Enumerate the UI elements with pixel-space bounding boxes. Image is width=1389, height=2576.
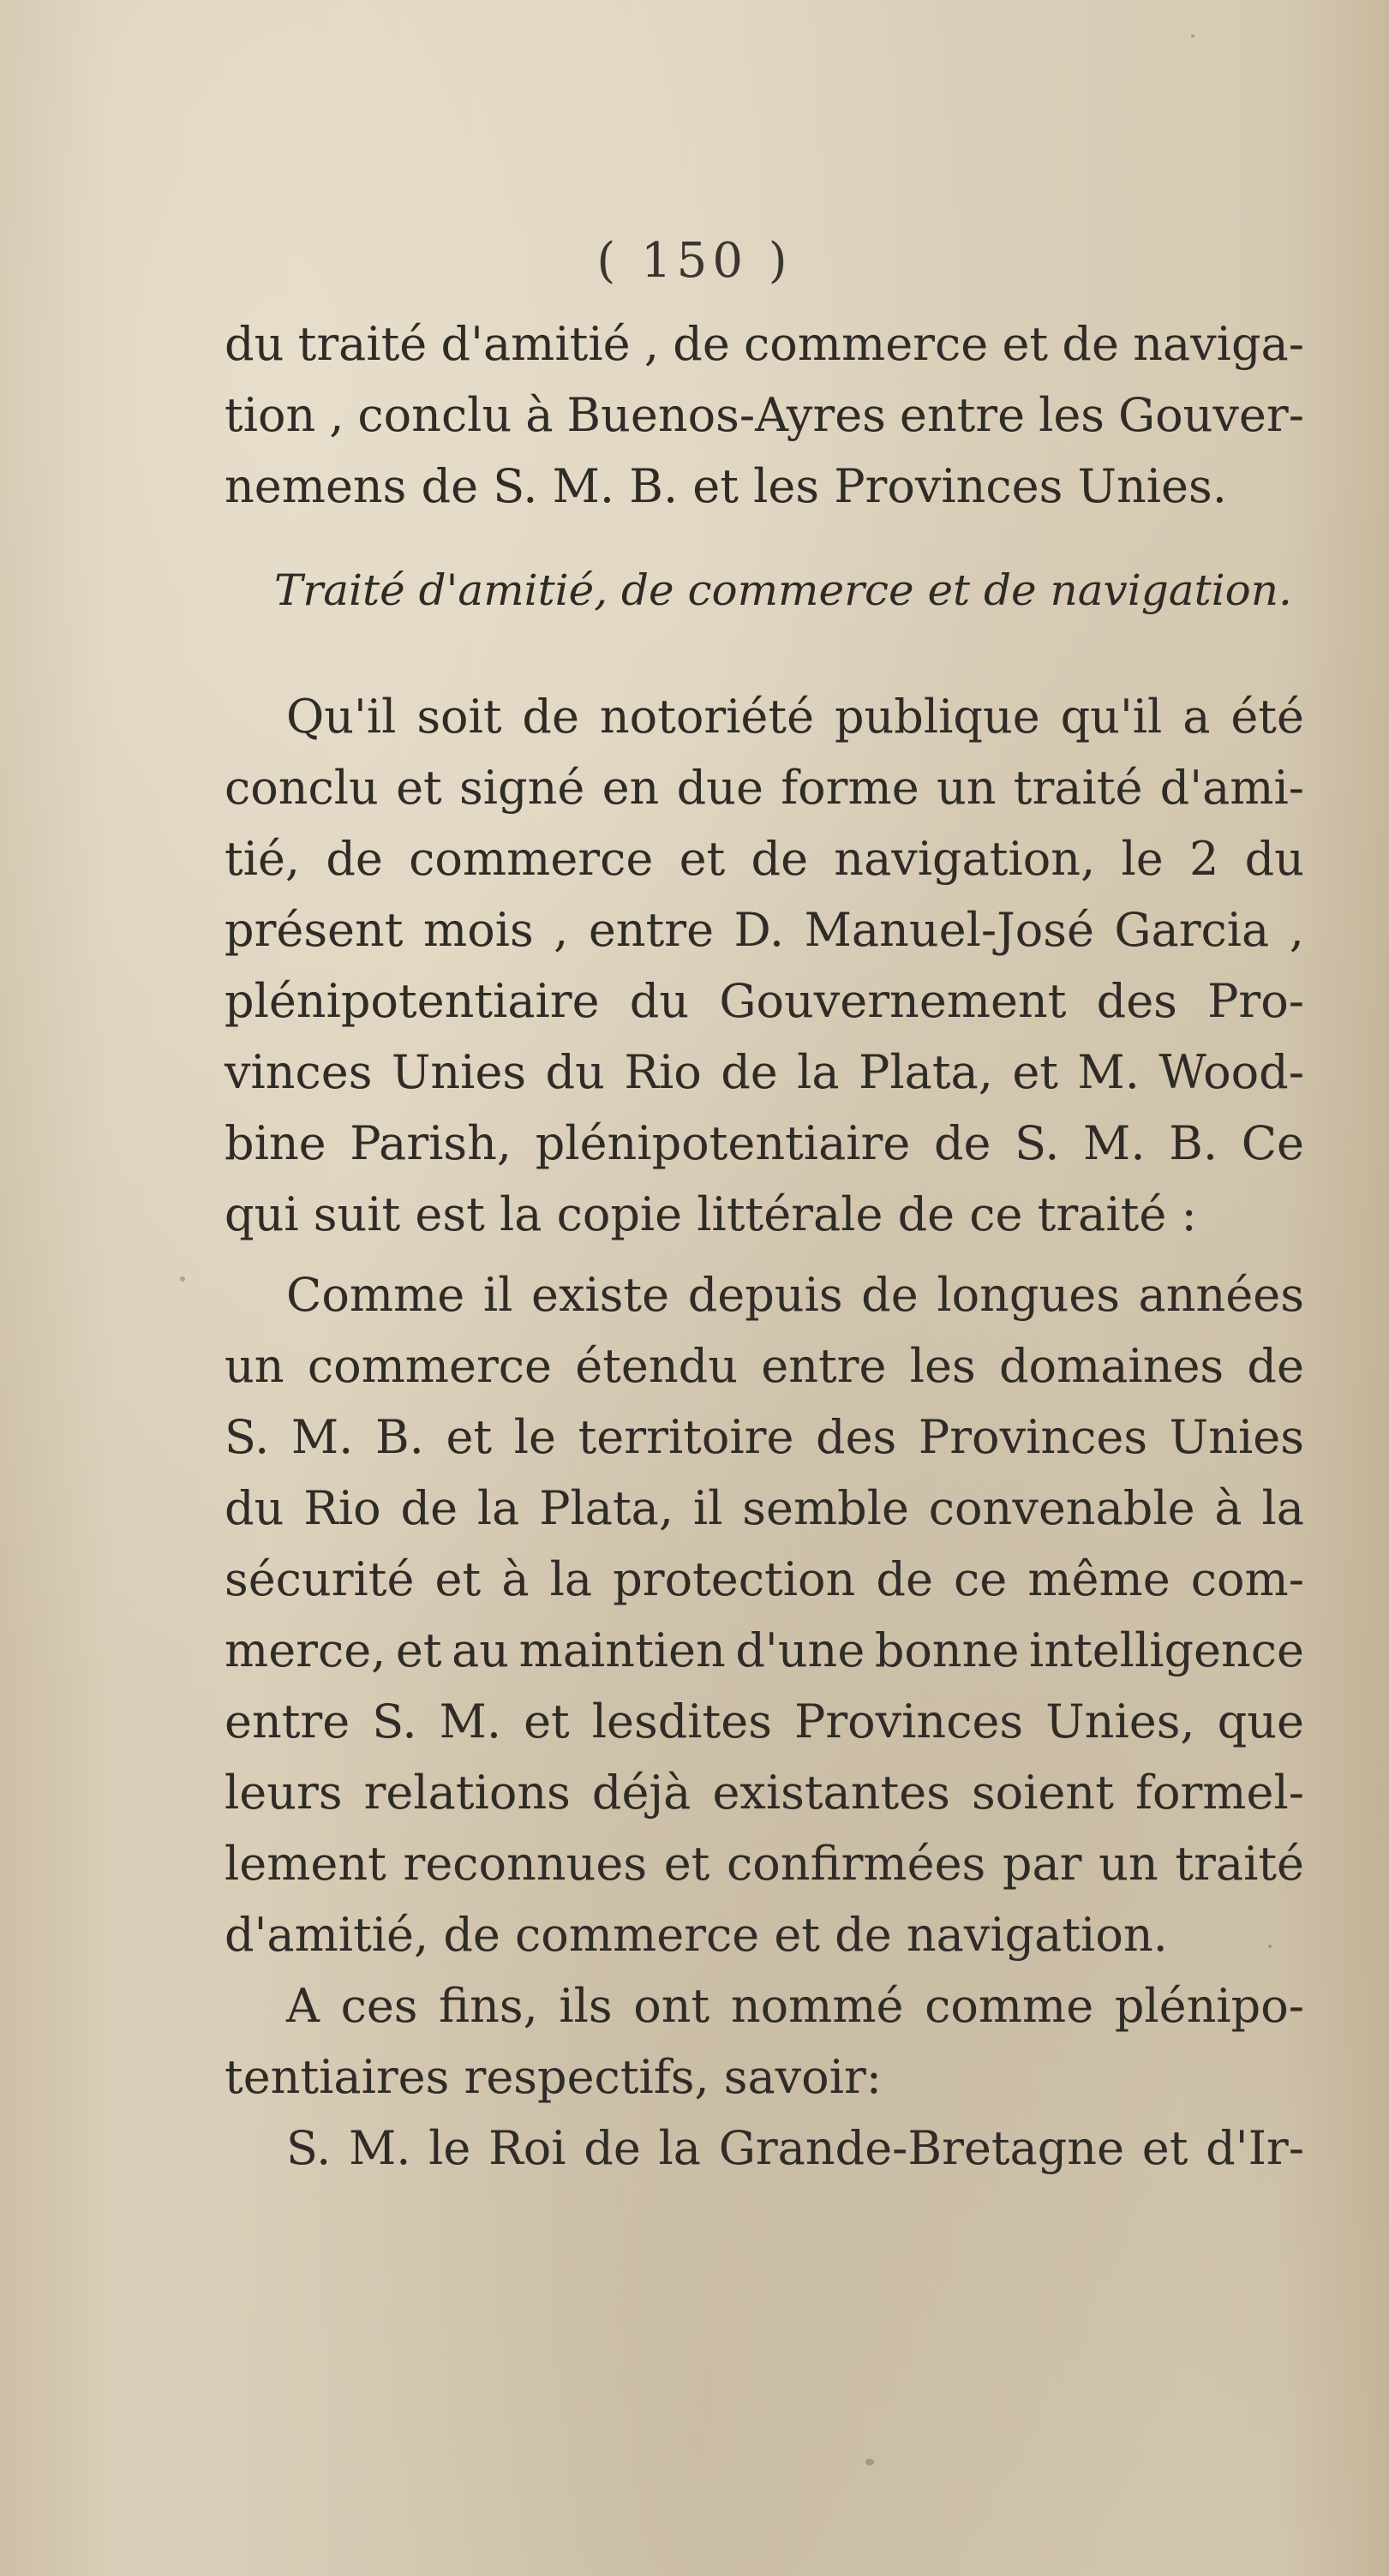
paper-speck: [865, 2459, 874, 2465]
text-line: qui suit est la copie littérale de ce traité :: [225, 1187, 1197, 1241]
text-line: du Rio de la Plata, il semble convenable à la: [225, 1481, 1304, 1535]
text-line: tion , conclu à Buenos-Ayres entre les Gouver-: [225, 388, 1304, 442]
text-line: A ces fins, ils ont nommé comme plénipo-: [286, 1979, 1304, 2033]
section-heading: Traité d'amitié, de commerce et de navigation.: [274, 565, 1292, 615]
text-line: entre S. M. et lesdites Provinces Unies, que: [225, 1694, 1304, 1748]
text-line: lement reconnues et confirmées par un traité: [225, 1837, 1304, 1891]
text-line: merce, et au maintien d'une bonne intelligence: [225, 1623, 1304, 1677]
text-line: tié, de commerce et de navigation, le 2 du: [225, 832, 1304, 886]
text-line: plénipotentiaire du Gouvernement des Pro-: [225, 974, 1304, 1028]
text-line: S. M. B. et le territoire des Provinces Unies: [225, 1410, 1304, 1464]
page-number: ( 150 ): [596, 233, 793, 289]
text-line: bine Parish, plénipotentiaire de S. M. B. Ce: [225, 1116, 1304, 1170]
text-line: Comme il existe depuis de longues années: [286, 1268, 1304, 1322]
text-line: présent mois , entre D. Manuel-José Garcia ,: [225, 903, 1304, 957]
text-line: nemens de S. M. B. et les Provinces Unies.: [225, 459, 1227, 513]
text-line: un commerce étendu entre les domaines de: [225, 1339, 1304, 1393]
text-line: S. M. le Roi de la Grande-Bretagne et d'Ir-: [286, 2121, 1304, 2175]
paragraph-2: [225, 1259, 1304, 1970]
text-line: sécurité et à la protection de ce même com-: [225, 1552, 1304, 1606]
paper-speck: [180, 1276, 185, 1282]
text-line: tentiaires respectifs, savoir:: [225, 2050, 882, 2104]
text-line: Qu'il soit de notoriété publique qu'il a été: [286, 690, 1304, 744]
paragraph-1: [225, 681, 1304, 1250]
text-line: du traité d'amitié , de commerce et de naviga-: [225, 317, 1304, 371]
paragraph-3: [225, 1970, 1304, 2184]
intro-text: [225, 308, 1304, 522]
text-line: conclu et signé en due forme un traité d'ami-: [225, 761, 1304, 815]
text-line: leurs relations déjà existantes soient formel-: [225, 1766, 1304, 1820]
text-line: vinces Unies du Rio de la Plata, et M. Wood-: [225, 1045, 1304, 1099]
paper-speck: [1191, 34, 1194, 38]
text-line: d'amitié, de commerce et de navigation.: [225, 1908, 1168, 1962]
